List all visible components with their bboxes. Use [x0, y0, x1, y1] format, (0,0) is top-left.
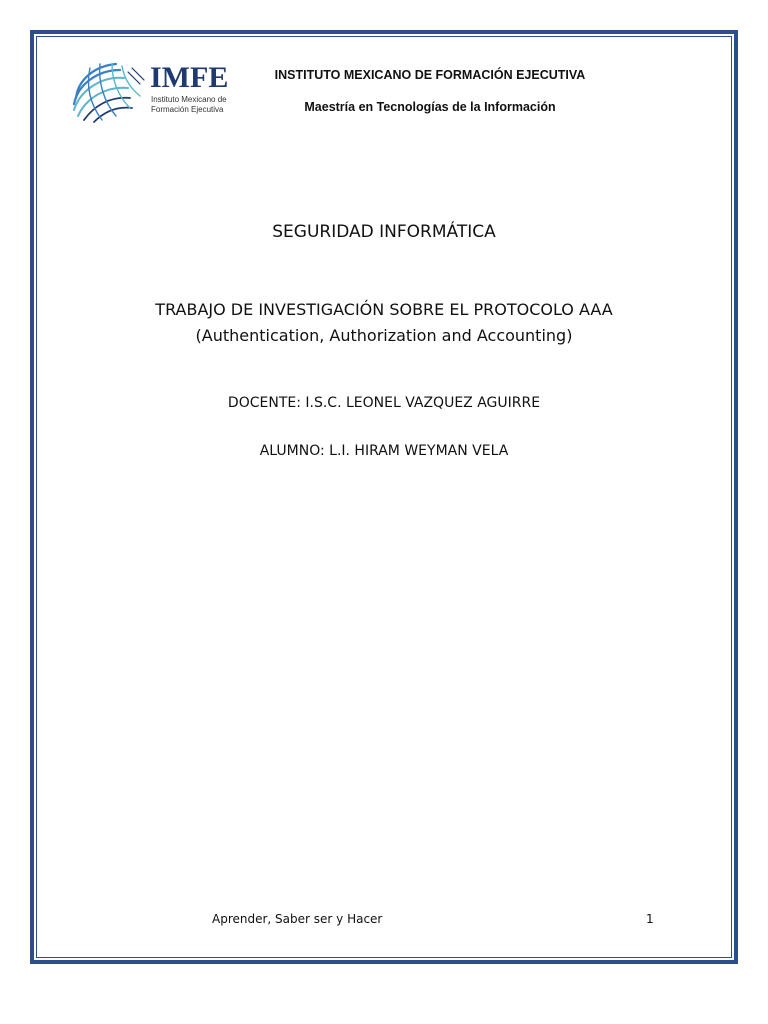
logo-wordmark: IMFE — [150, 61, 229, 94]
page-number: 1 — [646, 912, 654, 926]
logo-subtitle-line1: Instituto Mexicano de — [151, 95, 227, 104]
work-title-line2: (Authentication, Authorization and Accounting) — [195, 326, 573, 345]
student-name: ALUMNO: L.I. HIRAM WEYMAN VELA — [259, 443, 509, 459]
work-title-line1: TRABAJO DE INVESTIGACIÓN SOBRE EL PROTOCOLO AAA — [155, 300, 613, 319]
subject-title: SEGURIDAD INFORMÁTICA — [272, 222, 496, 242]
footer-motto: Aprender, Saber ser y Hacer — [212, 912, 383, 926]
work-title — [0, 297, 768, 349]
globe-grid-icon — [74, 64, 144, 122]
page-border — [30, 30, 738, 964]
logo-subtitle-line2: Formación Ejecutiva — [151, 105, 224, 114]
institution-name: INSTITUTO MEXICANO DE FORMACIÓN EJECUTIVA — [274, 68, 586, 82]
imfe-logo — [68, 58, 230, 124]
program-name: Maestría en Tecnologías de la Información — [304, 100, 556, 114]
teacher-name: DOCENTE: I.S.C. LEONEL VAZQUEZ AGUIRRE — [227, 395, 541, 411]
